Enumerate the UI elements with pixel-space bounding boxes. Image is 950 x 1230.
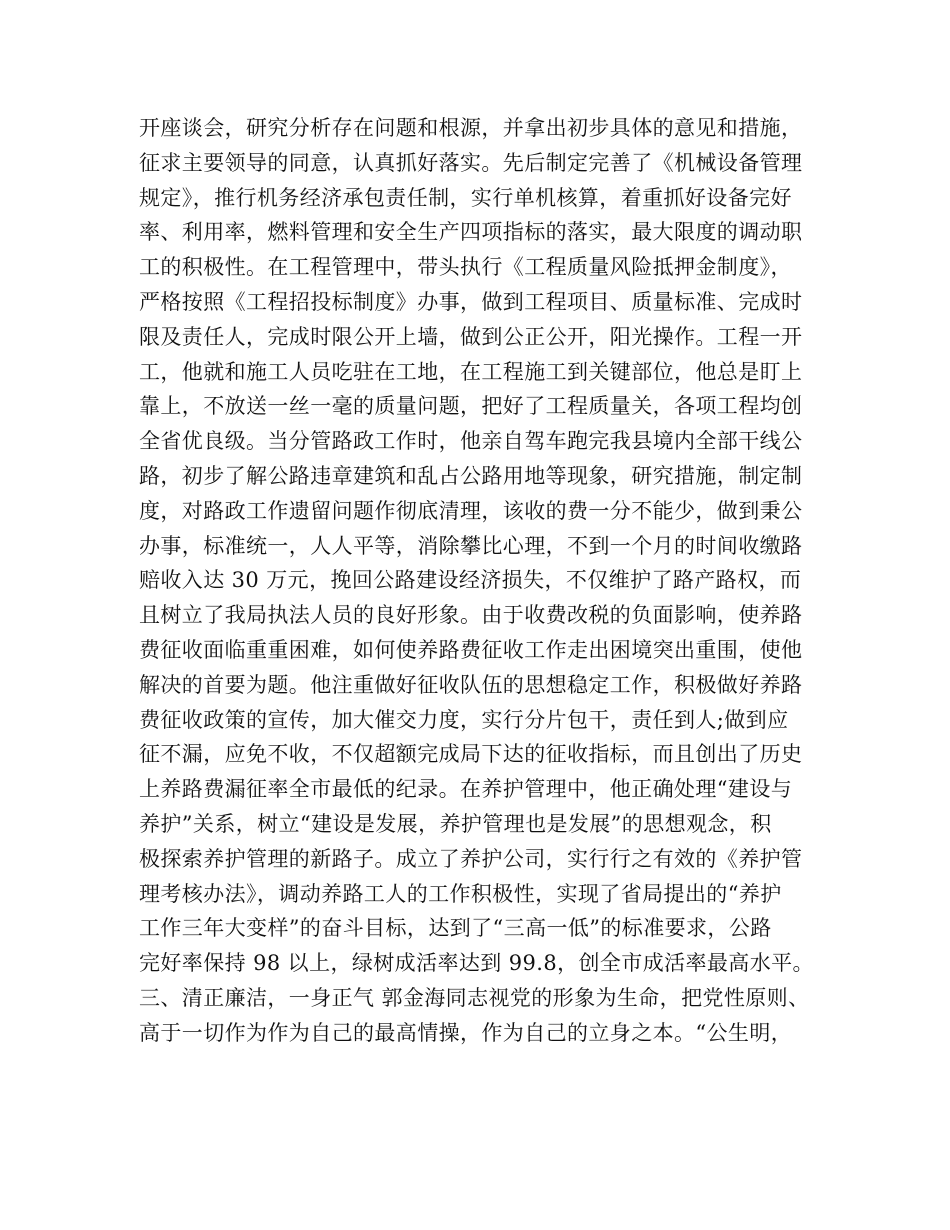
text-line-5: 工的积极性。在工程管理中，带头执行《工程质量风险抵押金制度》， (139, 255, 792, 280)
text-line-16: 费征收面临重重困难，如何使养路费征收工作走出困境突出重围，使他 (139, 637, 803, 662)
text-line-10: 全省优良级。当分管路政工作时，他亲自驾车跑完我县境内全部干线公 (139, 429, 803, 454)
text-line-6: 严格按照《工程招投标制度》办事，做到工程项目、质量标准、完成时 (139, 289, 803, 314)
text-line-9: 靠上，不放送一丝一毫的质量问题，把好了工程质量关，各项工程均创 (139, 394, 803, 419)
text-line-4: 率、利用率，燃料管理和安全生产四项指标的落实，最大限度的调动职 (139, 220, 803, 245)
text-line-12: 度，对路政工作遗留问题作彻底清理，该收的费一分不能少，做到秉公 (139, 498, 803, 523)
text-line-11: 路，初步了解公路违章建筑和乱占公路用地等现象，研究措施，制定制 (139, 463, 803, 488)
text-line-18: 费征收政策的宣传，加大催交力度，实行分片包干，责任到人;做到应 (139, 707, 789, 732)
text-line-1: 开座谈会，研究分析存在问题和根源，并拿出初步具体的意见和措施， (139, 116, 803, 140)
text-line-19: 征不漏，应免不收，不仅超额完成局下达的征收指标，而且创出了历史 (139, 742, 803, 767)
text-line-17: 解决的首要为题。他注重做好征收队伍的思想稳定工作，积极做好养路 (139, 672, 803, 697)
text-line-21: 养护”关系，树立“建设是发展，养护管理也是发展”的思想观念，积 (139, 811, 772, 836)
text-line-8: 工，他就和施工人员吃驻在工地，在工程施工到关键部位，他总是盯上 (139, 359, 803, 384)
text-line-25: 完好率保持 98 以上，绿树成活率达到 99.8，创全市成活率最高水平。 (139, 951, 814, 976)
text-line-7: 限及责任人，完成时限公开上墙，做到公正公开，阳光操作。工程一开 (139, 324, 803, 349)
text-line-27: 高于一切作为作为自己的最高情操，作为自己的立身之本。“公生明， (139, 1020, 793, 1045)
text-line-26: 三、清正廉洁，一身正气 郭金海同志视党的形象为生命，把党性原则、 (139, 985, 810, 1010)
text-line-24: 工作三年大变样”的奋斗目标，达到了“三高一低”的标准要求，公路 (139, 916, 772, 941)
text-line-3: 规定》，推行机务经济承包责任制，实行单机核算，着重抓好设备完好 (139, 185, 792, 210)
text-line-14: 赔收入达 30 万元，挽回公路建设经济损失，不仅维护了路产路权，而 (139, 568, 802, 593)
text-line-13: 办事，标准统一，人人平等，消除攀比心理，不到一个月的时间收缴路 (139, 533, 803, 558)
body-text (139, 111, 829, 1051)
text-line-15: 且树立了我局执法人员的良好形象。由于收费改税的负面影响，使养路 (139, 603, 803, 628)
text-line-2: 征求主要领导的同意，认真抓好落实。先后制定完善了《机械设备管理 (139, 150, 803, 175)
text-line-22: 极探索养护管理的新路子。成立了养护公司，实行行之有效的《养护管 (139, 846, 803, 871)
text-line-23: 理考核办法》，调动养路工人的工作积极性，实现了省局提出的“养护 (139, 881, 782, 906)
text-line-20: 上养路费漏征率全市最低的纪录。在养护管理中，他正确处理“建设与 (139, 777, 793, 802)
